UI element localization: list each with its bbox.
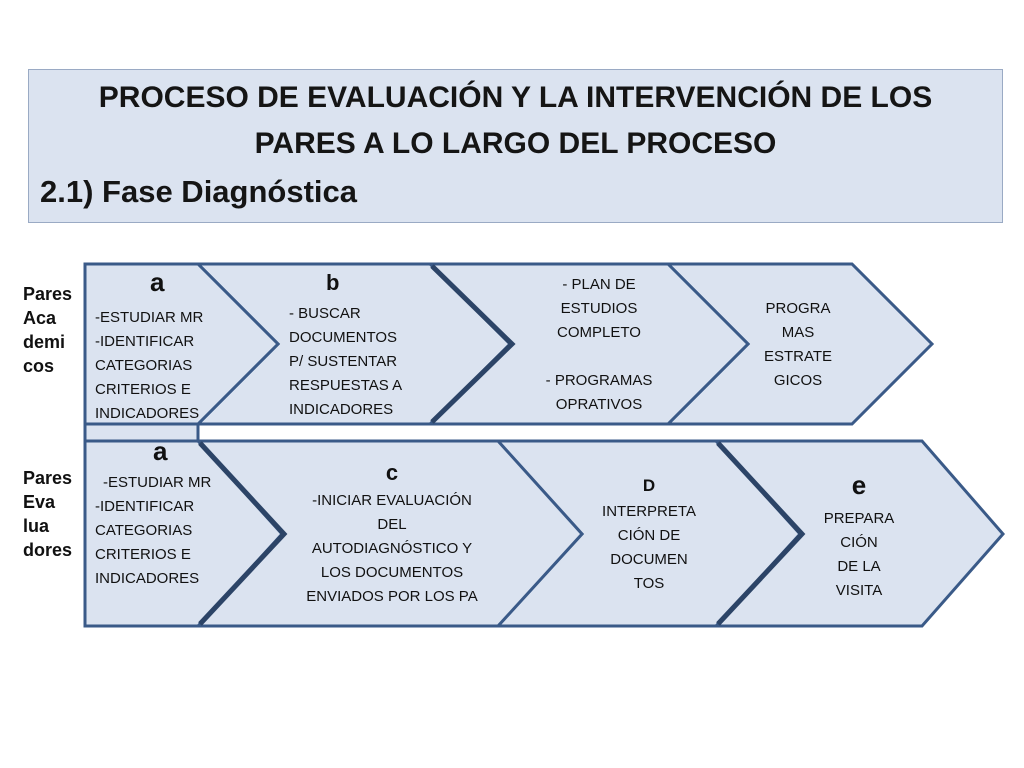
step-line: DOCUMENTOS <box>289 329 398 346</box>
row-label-line: Pares <box>23 468 73 488</box>
step-letter-b: b <box>326 270 340 295</box>
step-line: MAS <box>781 324 815 341</box>
step-text-evaluators-d <box>589 500 709 596</box>
step-text-academic-4 <box>748 297 848 393</box>
step-line: DEL <box>377 516 407 533</box>
step-text-academic-3 <box>515 273 683 417</box>
step-line: PROGRA <box>765 300 831 317</box>
step-line: TOS <box>633 575 665 592</box>
step-text-academic-a <box>95 306 203 426</box>
step-line: VISITA <box>835 582 883 599</box>
step-line: AUTODIAGNÓSTICO Y <box>311 540 473 557</box>
row-label-line: Aca <box>23 308 57 328</box>
step-letter-a-bottom: a <box>153 436 168 466</box>
step-line: CIÓN DE <box>617 527 681 544</box>
step-line <box>515 345 683 369</box>
step-line: - PROGRAMAS <box>545 372 653 389</box>
step-line: -ESTUDIAR MR <box>103 474 212 491</box>
step-line: DOCUMEN <box>610 551 688 568</box>
step-line: -ESTUDIAR MR <box>95 309 204 326</box>
phase-subtitle: 2.1) Fase Diagnóstica <box>40 174 358 209</box>
step-line: ESTUDIOS <box>560 300 638 317</box>
step-text-evaluators-c <box>282 489 502 609</box>
step-line: -IDENTIFICAR <box>95 333 195 350</box>
step-line: RESPUESTAS A <box>289 377 403 394</box>
row-label-line: dores <box>23 540 73 560</box>
step-line: CIÓN <box>840 534 878 551</box>
step-line: P/ SUSTENTAR <box>289 353 398 370</box>
step-line: CATEGORIAS <box>95 357 193 374</box>
step-line: ENVIADOS POR LOS PA <box>306 588 478 605</box>
step-line: -INICIAR EVALUACIÓN <box>312 492 472 509</box>
step-letter-a-top: a <box>150 267 165 297</box>
row-label-line: lua <box>23 516 50 536</box>
step-line: INTERPRETA <box>602 503 696 520</box>
step-text-academic-b <box>289 302 402 422</box>
title-line-2: PARES A LO LARGO DEL PROCESO <box>254 127 777 160</box>
step-line: - PLAN DE <box>562 276 636 293</box>
row-label-line: Pares <box>23 284 73 304</box>
row-connector <box>85 424 198 441</box>
step-line: CRITERIOS E <box>95 381 191 398</box>
step-text-evaluators-a <box>95 471 211 591</box>
step-line: CATEGORIAS <box>95 522 193 539</box>
step-line: LOS DOCUMENTOS <box>320 564 464 581</box>
step-letter-e: e <box>851 470 867 500</box>
row-label-line: cos <box>23 356 55 376</box>
step-line: - BUSCAR <box>289 305 361 322</box>
step-line: GICOS <box>773 372 823 389</box>
step-line: INDICADORES <box>95 570 200 587</box>
title-line-1: PROCESO DE EVALUACIÓN Y LA INTERVENCIÓN DE LOS <box>98 81 933 114</box>
step-line: COMPLETO <box>557 324 641 341</box>
row-label-line: Eva <box>23 492 56 512</box>
step-line: PREPARA <box>823 510 895 527</box>
step-text-evaluators-e <box>809 507 909 603</box>
step-line: OPRATIVOS <box>555 396 643 413</box>
row-label-line: demi <box>23 332 66 352</box>
step-letter-c: c <box>385 460 399 485</box>
step-line: INDICADORES <box>95 405 200 422</box>
step-line: INDICADORES <box>289 401 394 418</box>
step-line: CRITERIOS E <box>95 546 191 563</box>
step-letter-d: D <box>642 476 656 495</box>
step-line: DE LA <box>837 558 881 575</box>
step-line: -IDENTIFICAR <box>95 498 195 515</box>
step-line: ESTRATE <box>763 348 833 365</box>
